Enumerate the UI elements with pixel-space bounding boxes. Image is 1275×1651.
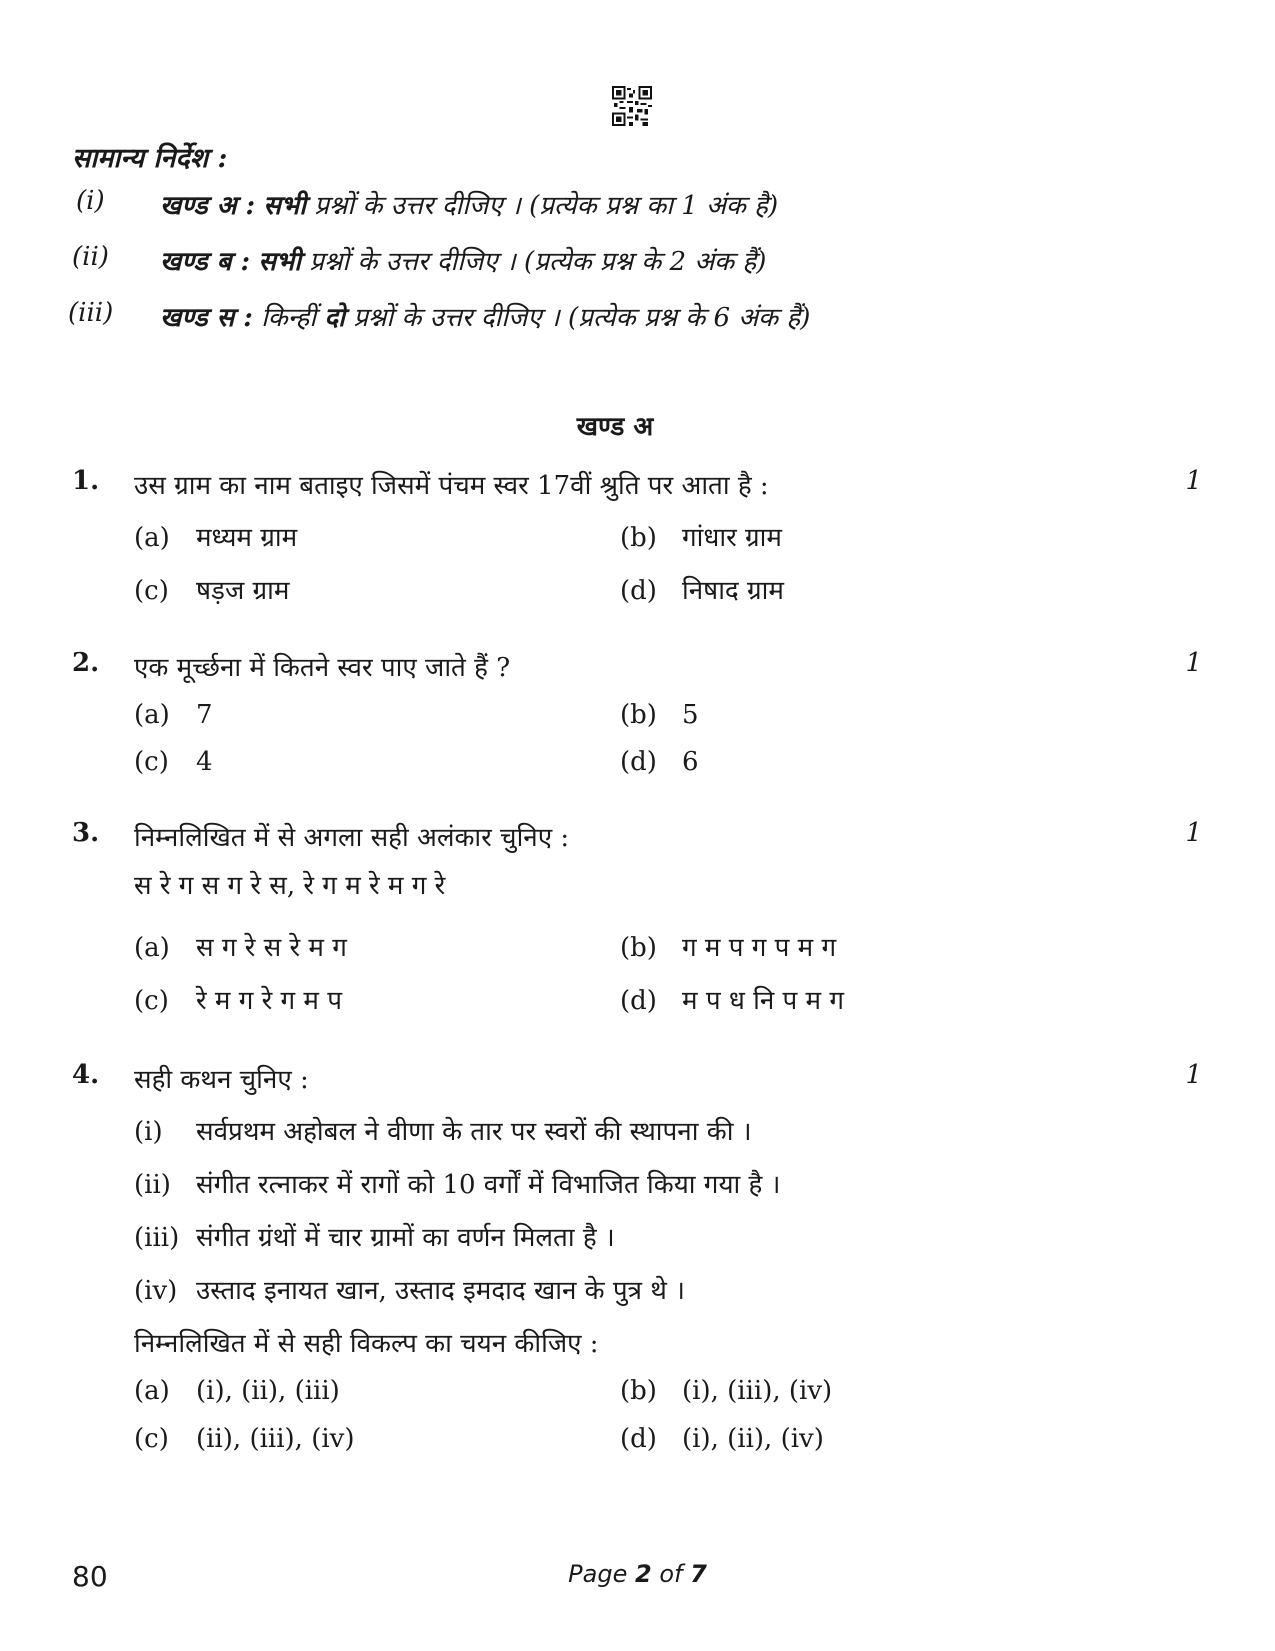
option-label: (d) (620, 576, 657, 606)
instruction-number: (ii) (72, 242, 109, 272)
option-label: (d) (620, 747, 657, 777)
question-marks: 1 (1185, 466, 1202, 496)
option-a[interactable] (134, 1376, 340, 1406)
instruction-section: खण्ड स : (160, 303, 253, 333)
option-c[interactable] (134, 747, 213, 777)
option-d[interactable] (620, 747, 699, 777)
question-text: निम्नलिखित में से अगला सही अलंकार चुनिए : (134, 823, 570, 853)
option-b[interactable] (620, 1376, 832, 1406)
page-of: of (659, 1560, 683, 1588)
option-text: मध्यम ग्राम (196, 523, 298, 553)
statement (134, 1271, 685, 1307)
option-d[interactable] (620, 1424, 824, 1454)
paper-code: 80 (72, 1560, 108, 1593)
instruction-bold-word: दो (324, 303, 345, 333)
instruction-number: (i) (76, 186, 105, 216)
option-label: (d) (620, 986, 657, 1016)
option-text: (i), (ii), (iv) (682, 1424, 824, 1454)
statement-text: उस्ताद इनायत खान, उस्ताद इमदाद खान के पुत्र थे । (196, 1276, 686, 1306)
option-label: (a) (134, 933, 170, 963)
option-c[interactable] (134, 981, 342, 1017)
question-text: उस ग्राम का नाम बताइए जिसमें पंचम स्वर 17वीं श्रुति पर आता है : (134, 471, 769, 501)
instruction-detail: प्रश्नों के उत्तर दीजिए । (प्रत्येक प्रश्न के 6 अंक हैं) (353, 303, 811, 333)
page-prefix: Page (568, 1560, 628, 1588)
option-c[interactable] (134, 1424, 355, 1454)
option-d[interactable] (620, 571, 784, 607)
option-text: रे म ग रे ग म प (196, 986, 342, 1016)
option-b[interactable] (620, 928, 836, 964)
option-label: (b) (620, 933, 657, 963)
option-label: (d) (620, 1424, 657, 1454)
statement-label: (ii) (134, 1170, 171, 1200)
option-label: (a) (134, 700, 170, 730)
option-text: 4 (196, 747, 213, 777)
option-label: (b) (620, 1376, 657, 1406)
option-label: (c) (134, 576, 169, 606)
option-text: (ii), (iii), (iv) (196, 1424, 355, 1454)
qr-code-icon (612, 86, 652, 126)
instruction-bold-word: सभी (258, 247, 301, 277)
option-text: गांधार ग्राम (682, 523, 782, 553)
statement (134, 1112, 752, 1148)
option-text: 5 (682, 700, 699, 730)
option-text: (i), (iii), (iv) (682, 1376, 833, 1406)
option-label: (b) (620, 523, 657, 553)
instruction-text (160, 298, 810, 334)
question-text: सही कथन चुनिए : (134, 1065, 309, 1095)
question-number: 3. (72, 818, 100, 848)
statement-text: संगीत ग्रंथों में चार ग्रामों का वर्णन मिलता है । (196, 1223, 615, 1253)
option-b[interactable] (620, 518, 782, 554)
instruction-number: (iii) (68, 298, 114, 328)
statement-label: (iii) (134, 1223, 180, 1253)
option-d[interactable] (620, 981, 844, 1017)
option-c[interactable] (134, 571, 289, 607)
question-marks: 1 (1185, 818, 1202, 848)
instruction-bold-word: सभी (263, 191, 306, 221)
page-total: 7 (690, 1560, 707, 1588)
section-title: खण्ड अ (576, 412, 654, 442)
question-number: 2. (72, 648, 100, 678)
option-label: (a) (134, 1376, 170, 1406)
option-text: म प ध नि प म ग (682, 986, 845, 1016)
option-label: (b) (620, 700, 657, 730)
statement (134, 1218, 615, 1254)
instruction-detail: प्रश्नों के उत्तर दीजिए । (प्रत्येक प्रश्न का 1 अंक है) (314, 191, 779, 221)
instructions-title: सामान्य निर्देश : (72, 143, 228, 174)
option-text: षड़ज ग्राम (196, 576, 290, 606)
option-a[interactable] (134, 700, 213, 730)
option-text: निषाद ग्राम (682, 576, 784, 606)
question-subtext: स रे ग स ग रे स, रे ग म रे म ग रे (134, 871, 446, 901)
option-text: ग म प ग प म ग (682, 933, 837, 963)
instruction-text (160, 186, 778, 222)
instruction-pre: किन्हीं (261, 303, 317, 333)
question-prompt: निम्नलिखित में से सही विकल्प का चयन कीजिए : (134, 1329, 599, 1359)
question-number: 1. (72, 466, 100, 496)
page-number: 2 (635, 1560, 652, 1588)
question-marks: 1 (1185, 1060, 1202, 1090)
option-a[interactable] (134, 928, 347, 964)
statement (134, 1165, 780, 1201)
option-label: (c) (134, 1424, 169, 1454)
statement-text: संगीत रत्नाकर में रागों को 10 वर्गों में विभाजित किया गया है । (196, 1170, 781, 1200)
instruction-section: खण्ड ब : (160, 247, 251, 277)
option-b[interactable] (620, 700, 699, 730)
option-label: (a) (134, 523, 170, 553)
option-text: 7 (196, 700, 213, 730)
option-label: (c) (134, 986, 169, 1016)
option-text: (i), (ii), (iii) (196, 1376, 340, 1406)
option-text: 6 (682, 747, 699, 777)
page-indicator (0, 1560, 1275, 1588)
statement-label: (i) (134, 1117, 163, 1147)
statement-label: (iv) (134, 1276, 178, 1306)
instruction-detail: प्रश्नों के उत्तर दीजिए । (प्रत्येक प्रश्न के 2 अंक हैं) (309, 247, 767, 277)
question-text: एक मूर्च्छना में कितने स्वर पाए जाते हैं ? (134, 653, 511, 683)
question-number: 4. (72, 1060, 100, 1090)
option-text: स ग रे स रे म ग (196, 933, 347, 963)
instruction-section: खण्ड अ : (160, 191, 256, 221)
option-a[interactable] (134, 518, 297, 554)
statement-text: सर्वप्रथम अहोबल ने वीणा के तार पर स्वरों की स्थापना की । (196, 1117, 752, 1147)
instruction-text (160, 242, 766, 278)
question-marks: 1 (1185, 648, 1202, 678)
option-label: (c) (134, 747, 169, 777)
